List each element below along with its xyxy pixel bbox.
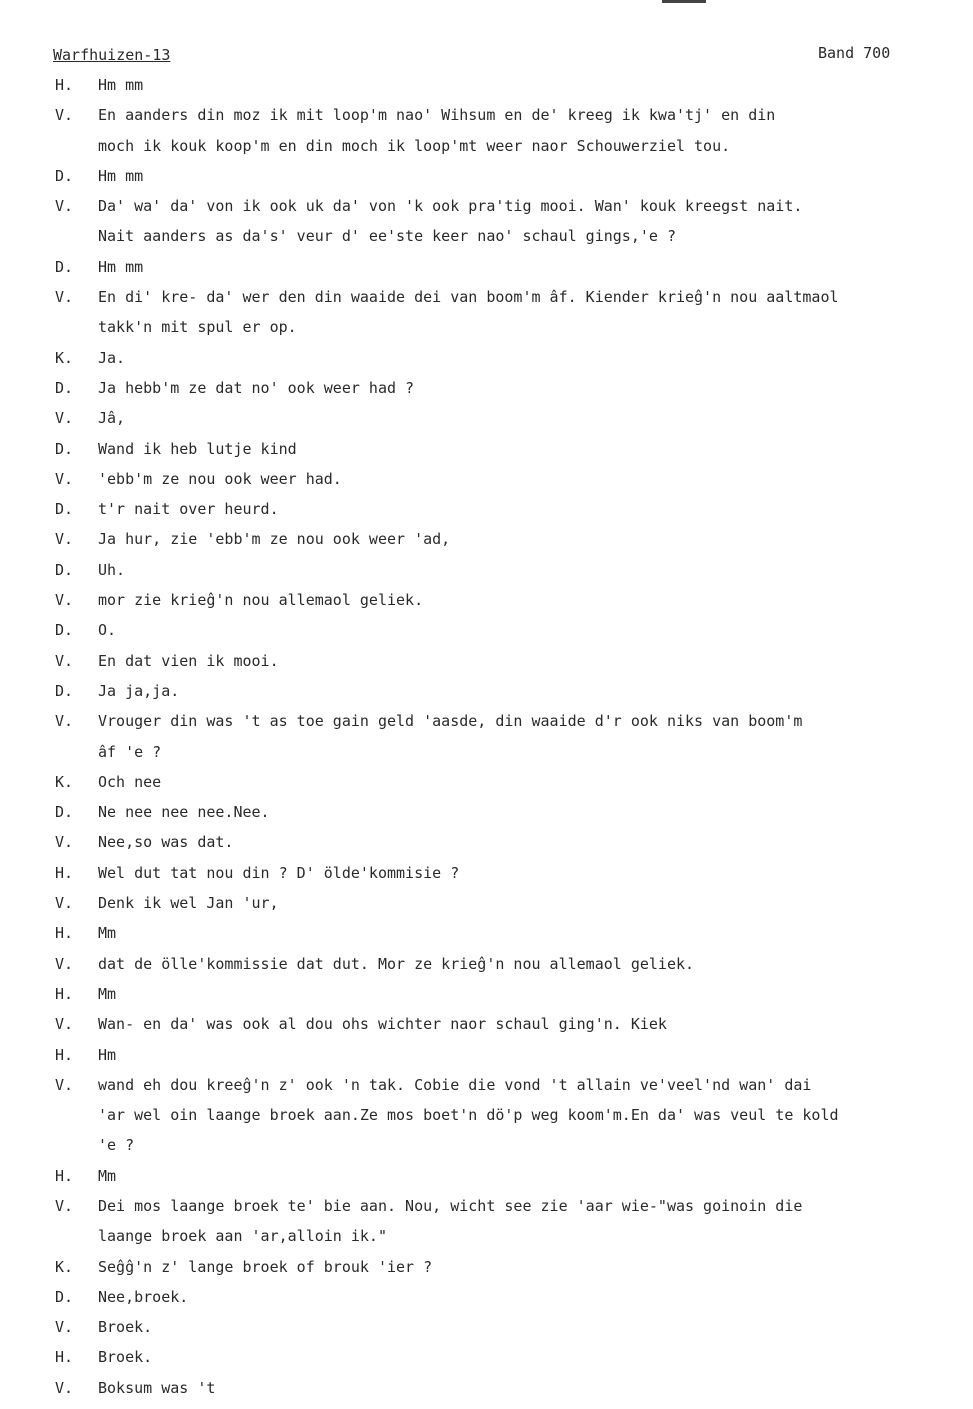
speaker-label: V. — [55, 833, 74, 852]
utterance-text: Ja. — [98, 348, 126, 367]
transcript-line — [0, 470, 973, 500]
transcript-line — [0, 440, 973, 470]
transcript-line — [0, 530, 973, 560]
transcript-line — [0, 955, 973, 985]
utterance-text: t'r nait over heurd. — [98, 500, 279, 519]
utterance-text: mor zie krieĝ'n nou allemaol geliek. — [98, 591, 424, 610]
transcript-line — [0, 803, 973, 833]
speaker-label: K. — [55, 1257, 74, 1276]
utterance-text: Dei mos laange broek te' bie aan. Nou, wicht see zie 'aar wie-"was goinoin die — [98, 1196, 803, 1215]
utterance-text: Mm — [98, 924, 117, 943]
utterance-text: Hm mm — [98, 76, 144, 94]
transcript-line — [0, 1015, 973, 1045]
utterance-text: O. — [98, 621, 117, 640]
speaker-label: V. — [55, 288, 74, 307]
transcript-line — [0, 1258, 973, 1288]
transcript-line — [0, 1106, 973, 1136]
speaker-label: D. — [55, 621, 74, 640]
utterance-text: Och nee — [98, 772, 162, 791]
transcript-line — [0, 833, 973, 863]
utterance-text: Wan- en da' was ook al dou ohs wichter naor schaul ging'n. Kiek — [98, 1015, 667, 1034]
utterance-text: Hm mm — [98, 257, 144, 276]
transcript-line — [0, 682, 973, 712]
transcript-line — [0, 1227, 973, 1257]
transcript-line — [0, 1046, 973, 1076]
utterance-text: Broek. — [98, 1318, 153, 1337]
speaker-label: H. — [55, 863, 74, 882]
transcript-line — [0, 106, 973, 136]
speaker-label: V. — [55, 530, 74, 549]
speaker-label: V. — [55, 591, 74, 610]
utterance-text: moch ik kouk koop'm en din moch ik loop'mt weer naor Schouwerziel tou. — [98, 136, 731, 155]
utterance-text: Ja ja,ja. — [98, 681, 180, 700]
utterance-text: Jâ, — [98, 409, 126, 428]
transcript-line — [0, 773, 973, 803]
utterance-text: takk'n mit spul er op. — [98, 318, 297, 337]
speaker-label: H. — [55, 984, 74, 1003]
transcript-line — [0, 924, 973, 954]
transcript-line — [0, 258, 973, 288]
transcript-line — [0, 1136, 973, 1166]
utterance-text: Uh. — [98, 560, 126, 579]
transcript-line — [0, 864, 973, 894]
utterance-text: Wel dut tat nou din ? D' ölde'kommisie ? — [98, 863, 460, 882]
utterance-text: Da' wa' da' von ik ook uk da' von 'k ook pra'tig mooi. Wan' kouk kreegst nait. — [98, 197, 803, 216]
transcript-line — [0, 197, 973, 227]
utterance-text: laange broek aan 'ar,alloin ik." — [98, 1227, 387, 1246]
speaker-label: D. — [55, 166, 74, 185]
transcript-line — [0, 1288, 973, 1318]
utterance-text: dat de ölle'kommissie dat dut. Mor ze krieĝ'n nou allemaol geliek. — [98, 954, 695, 973]
transcript-line — [0, 227, 973, 257]
transcript-line — [0, 894, 973, 924]
speaker-label: D. — [55, 439, 74, 458]
speaker-label: D. — [55, 681, 74, 700]
utterance-text: Ja hebb'm ze dat no' ook weer had ? — [98, 378, 415, 397]
utterance-text: Seĝĝ'n z' lange broek of brouk 'ier ? — [98, 1257, 433, 1276]
utterance-text: 'e ? — [98, 1136, 135, 1155]
transcript — [0, 76, 973, 1409]
utterance-text: Wand ik heb lutje kind — [98, 439, 297, 458]
transcript-line — [0, 1318, 973, 1348]
utterance-text: Vrouger din was 't as toe gain geld 'aasde, din waaide d'r ook niks van boom'm — [98, 712, 803, 731]
utterance-text: Mm — [98, 1166, 117, 1185]
transcript-line — [0, 985, 973, 1015]
utterance-text: Ja hur, zie 'ebb'm ze nou ook weer 'ad, — [98, 530, 451, 549]
utterance-text: En di' kre- da' wer den din waaide dei van boom'm âf. Kiender krieĝ'n nou aaltmaol — [98, 288, 839, 307]
utterance-text: Hm mm — [98, 166, 144, 185]
utterance-text: 'ar wel oin laange broek aan.Ze mos boet'n dö'p weg koom'm.En da' was veul te kold — [98, 1106, 839, 1125]
utterance-text: Nee,broek. — [98, 1287, 189, 1306]
document-title: Warfhuizen-13 — [53, 46, 171, 64]
speaker-label: D. — [55, 500, 74, 519]
speaker-label: V. — [55, 1196, 74, 1215]
speaker-label: V. — [55, 1378, 74, 1397]
transcript-line — [0, 1167, 973, 1197]
speaker-label: H. — [55, 1045, 74, 1064]
speaker-label: D. — [55, 803, 74, 822]
utterance-text: Denk ik wel Jan 'ur, — [98, 894, 279, 913]
speaker-label: K. — [55, 772, 74, 791]
transcript-line — [0, 652, 973, 682]
utterance-text: Nait aanders as da's' veur d' ee'ste keer nao' schaul gings,'e ? — [98, 227, 676, 246]
transcript-line — [0, 167, 973, 197]
transcript-line — [0, 409, 973, 439]
utterance-text: Hm — [98, 1045, 117, 1064]
speaker-label: V. — [55, 197, 74, 216]
transcript-line — [0, 743, 973, 773]
speaker-label: D. — [55, 1287, 74, 1306]
speaker-label: V. — [55, 469, 74, 488]
transcript-line — [0, 712, 973, 742]
transcript-line — [0, 349, 973, 379]
speaker-label: V. — [55, 409, 74, 428]
speaker-label: D. — [55, 560, 74, 579]
speaker-label: H. — [55, 1348, 74, 1367]
transcript-line — [0, 288, 973, 318]
utterance-text: En dat vien ik mooi. — [98, 651, 279, 670]
utterance-text: Broek. — [98, 1348, 153, 1367]
transcript-line — [0, 1379, 973, 1409]
utterance-text: En aanders din moz ik mit loop'm nao' Wihsum en de' kreeg ik kwa'tj' en din — [98, 106, 776, 125]
speaker-label: H. — [55, 1166, 74, 1185]
speaker-label: V. — [55, 1015, 74, 1034]
transcript-line — [0, 137, 973, 167]
utterance-text: Mm — [98, 984, 117, 1003]
transcript-line — [0, 500, 973, 530]
utterance-text: Ne nee nee nee.Nee. — [98, 803, 270, 822]
transcript-line — [0, 561, 973, 591]
transcript-line — [0, 379, 973, 409]
transcript-line — [0, 318, 973, 348]
speaker-label: D. — [55, 378, 74, 397]
utterance-text: Boksum was 't — [98, 1378, 216, 1397]
speaker-label: V. — [55, 651, 74, 670]
speaker-label: V. — [55, 954, 74, 973]
speaker-label: V. — [55, 894, 74, 913]
speaker-label: H. — [55, 76, 74, 94]
transcript-line — [0, 1076, 973, 1106]
speaker-label: V. — [55, 1318, 74, 1337]
utterance-text: 'ebb'm ze nou ook weer had. — [98, 469, 342, 488]
band-label: Band 700 — [818, 44, 891, 62]
transcript-line — [0, 1197, 973, 1227]
speaker-label: V. — [55, 106, 74, 125]
speaker-label: K. — [55, 348, 74, 367]
top-edge-mark — [662, 0, 706, 3]
utterance-text: âf 'e ? — [98, 742, 162, 761]
speaker-label: H. — [55, 924, 74, 943]
transcript-line — [0, 76, 973, 106]
transcript-line — [0, 621, 973, 651]
speaker-label: D. — [55, 257, 74, 276]
transcript-line — [0, 591, 973, 621]
speaker-label: V. — [55, 1075, 74, 1094]
utterance-text: Nee,so was dat. — [98, 833, 234, 852]
speaker-label: V. — [55, 712, 74, 731]
utterance-text: wand eh dou kreeĝ'n z' ook 'n tak. Cobie die vond 't allain ve'veel'nd wan' dai — [98, 1075, 812, 1094]
transcript-line — [0, 1348, 973, 1378]
